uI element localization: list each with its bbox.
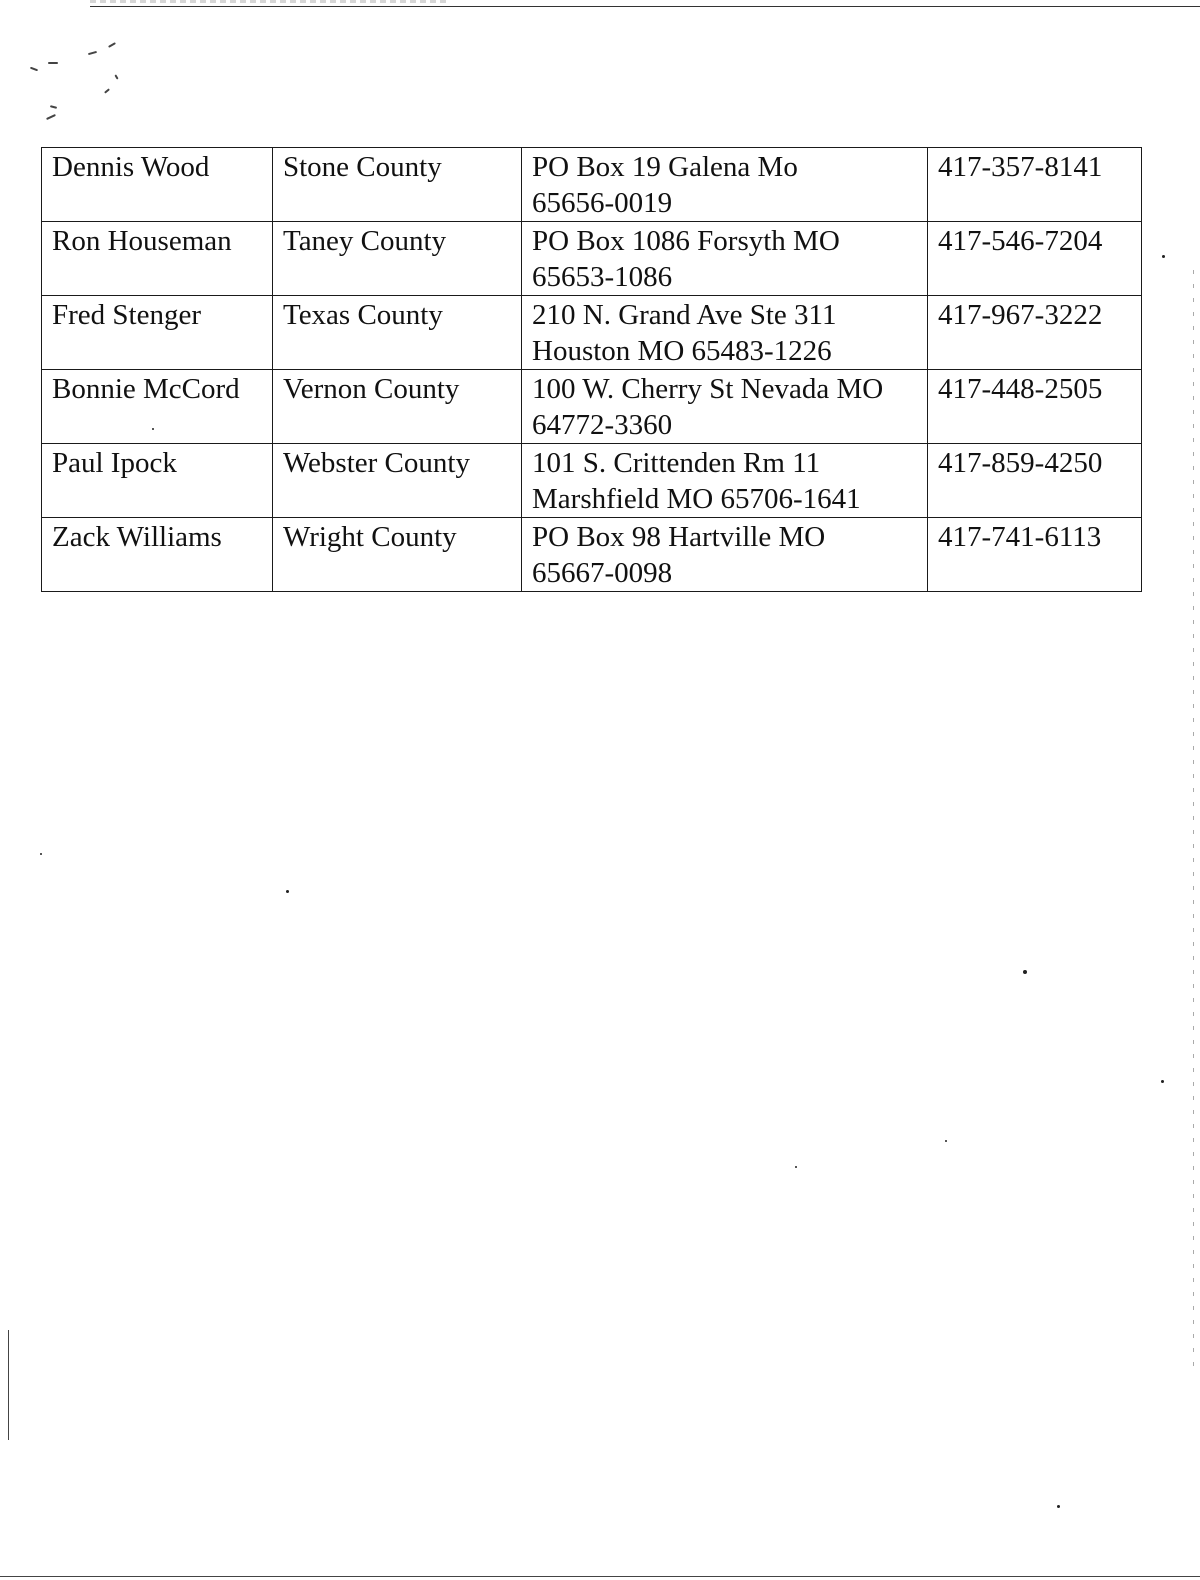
top-rule <box>90 6 1200 7</box>
table-row <box>42 518 1142 592</box>
contact-name: Fred Stenger <box>42 296 273 370</box>
address <box>522 370 928 444</box>
table-row <box>42 222 1142 296</box>
scan-speck <box>40 853 42 855</box>
table-row <box>42 296 1142 370</box>
scan-mark <box>114 74 118 79</box>
address <box>522 148 928 222</box>
phone-number: 417-448-2505 <box>928 370 1142 444</box>
scan-speck <box>286 890 289 893</box>
contact-table <box>41 147 1142 592</box>
phone-number: 417-546-7204 <box>928 222 1142 296</box>
scan-artifact-left-edge <box>8 1330 9 1440</box>
phone-number: 417-859-4250 <box>928 444 1142 518</box>
address-line-2: 64772-3360 <box>532 409 673 441</box>
phone-number: 417-741-6113 <box>928 518 1142 592</box>
address <box>522 444 928 518</box>
county: Wright County <box>273 518 522 592</box>
bottom-rule <box>0 1576 1200 1577</box>
address-line-2: 65667-0098 <box>532 557 673 589</box>
scan-mark <box>104 88 110 93</box>
address-line-2: Houston MO 65483-1226 <box>532 335 832 367</box>
scan-speck <box>1057 1505 1060 1508</box>
address <box>522 296 928 370</box>
county: Stone County <box>273 148 522 222</box>
phone-number: 417-967-3222 <box>928 296 1142 370</box>
county: Taney County <box>273 222 522 296</box>
address-line-1: PO Box 98 Hartville MO <box>532 521 826 553</box>
contact-name: Zack Williams <box>42 518 273 592</box>
address-line-2: 65653-1086 <box>532 261 673 293</box>
address-line-1: 210 N. Grand Ave Ste 311 <box>532 299 837 331</box>
scan-speck <box>945 1140 947 1142</box>
scan-mark <box>46 114 56 120</box>
contact-name: Ron Houseman <box>42 222 273 296</box>
scan-speck <box>1161 1080 1164 1083</box>
contact-name: Dennis Wood <box>42 148 273 222</box>
address-line-1: PO Box 19 Galena Mo <box>532 151 798 183</box>
county: Texas County <box>273 296 522 370</box>
scan-speck <box>1023 970 1027 974</box>
scan-mark <box>88 51 97 55</box>
address <box>522 222 928 296</box>
scan-speck <box>1162 255 1165 258</box>
address <box>522 518 928 592</box>
county: Vernon County <box>273 370 522 444</box>
table-row <box>42 444 1142 518</box>
scan-artifact-right-edge <box>1193 270 1194 1370</box>
contact-name: Paul Ipock <box>42 444 273 518</box>
contact-name: Bonnie McCord <box>42 370 273 444</box>
address-line-2: 65656-0019 <box>532 187 673 219</box>
scan-mark <box>108 42 116 48</box>
address-line-1: 101 S. Crittenden Rm 11 <box>532 447 821 479</box>
scan-mark <box>30 67 38 72</box>
scan-speck <box>795 1166 797 1168</box>
table-row <box>42 148 1142 222</box>
table-row <box>42 370 1142 444</box>
scan-artifact-top-faint <box>90 0 450 3</box>
address-line-1: 100 W. Cherry St Nevada MO <box>532 373 884 405</box>
scan-mark <box>48 62 58 64</box>
address-line-1: PO Box 1086 Forsyth MO <box>532 225 840 257</box>
address-line-2: Marshfield MO 65706-1641 <box>532 483 861 515</box>
county: Webster County <box>273 444 522 518</box>
phone-number: 417-357-8141 <box>928 148 1142 222</box>
scan-mark <box>50 105 57 109</box>
